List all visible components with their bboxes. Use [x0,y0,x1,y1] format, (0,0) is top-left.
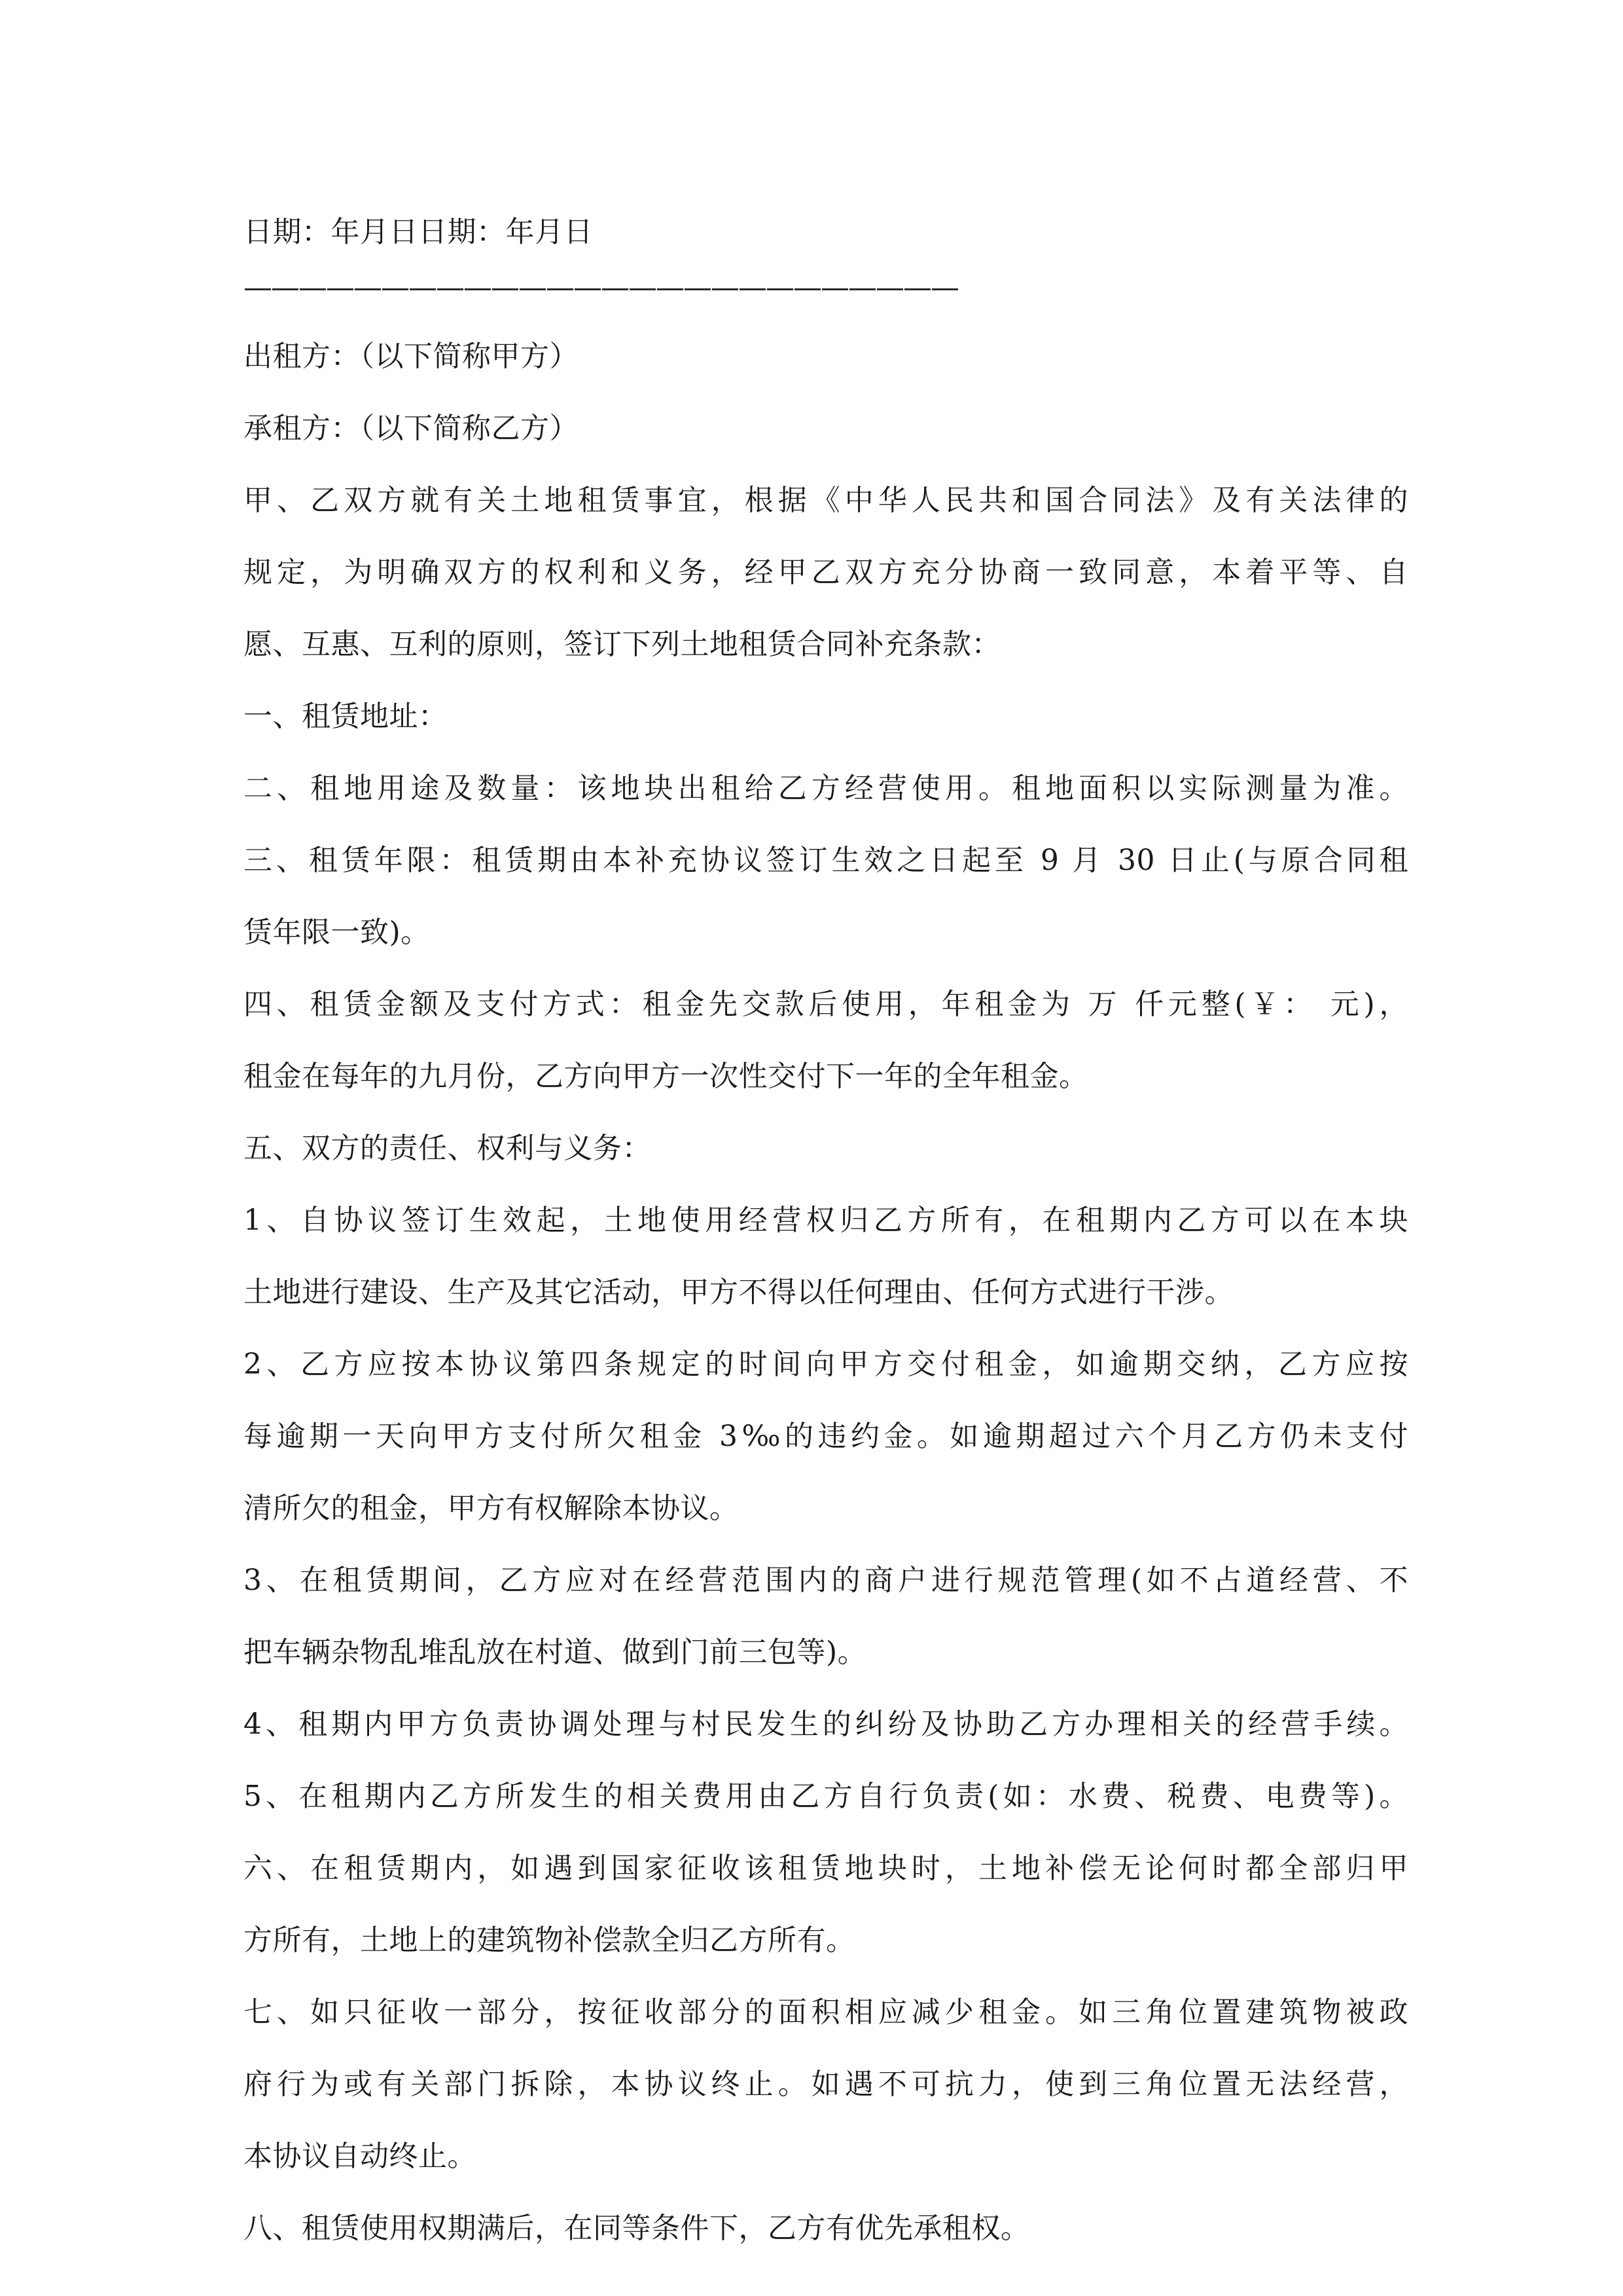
text-line: 方所有，土地上的建筑物补偿款全归乙方所有。 [243,1924,855,1957]
date-line: 日期：年月日日期：年月日 [243,215,593,249]
document-page [243,196,1408,2265]
text-line: 出租方：（以下简称甲方） [243,340,579,373]
text-line: 每逾期一天向甲方支付所欠租金 3‰的违约金。如逾期超过六个月乙方仍未支付 [243,1420,1408,1453]
text-line: 甲、乙双方就有关土地租赁事宜，根据《中华人民共和国合同法》及有关法律的 [243,484,1408,517]
text-line: 土地进行建设、生产及其它活动，甲方不得以任何理由、任何方式进行干涉。 [243,1276,1234,1309]
text-line: 五、双方的责任、权利与义务： [243,1132,651,1165]
text-line: 一、租赁地址： [243,700,448,733]
text-line: 承租方：（以下简称乙方） [243,412,579,445]
text-line: 1、自协议签订生效起，土地使用经营权归乙方所有，在租期内乙方可以在本块 [243,1204,1408,1237]
text-line: 本协议自动终止。 [243,2140,476,2173]
text-line: 二、租地用途及数量：该地块出租给乙方经营使用。租地面积以实际测量为准。 [243,772,1408,805]
text-line: 八、租赁使用权期满后，在同等条件下，乙方有优先承租权。 [243,2212,1030,2245]
text-line: 4、租期内甲方负责协调处理与村民发生的纠纷及协助乙方办理相关的经营手续。 [243,1708,1408,1741]
contract-body [243,321,1408,2265]
text-line: 六、在租赁期内，如遇到国家征收该租赁地块时，土地补偿无论何时都全部归甲 [243,1852,1408,1885]
divider-line: —————————————————————————— [243,271,958,304]
text-line: 三、租赁年限：租赁期由本补充协议签订生效之日起至 9 月 30 日止(与原合同租 [243,844,1408,877]
text-line: 府行为或有关部门拆除，本协议终止。如遇不可抗力，使到三角位置无法经营， [243,2068,1408,2101]
text-line: 赁年限一致)。 [243,916,430,949]
text-line: 七、如只征收一部分，按征收部分的面积相应减少租金。如三角位置建筑物被政 [243,1996,1408,2029]
text-line: 把车辆杂物乱堆乱放在村道、做到门前三包等)。 [243,1636,867,1669]
text-line: 租金在每年的九月份，乙方向甲方一次性交付下一年的全年租金。 [243,1060,1088,1093]
text-line: 规定，为明确双方的权利和义务，经甲乙双方充分协商一致同意，本着平等、自 [243,556,1408,589]
text-line: 3、在租赁期间，乙方应对在经营范围内的商户进行规范管理(如不占道经营、不 [243,1564,1408,1597]
text-line: 清所欠的租金，甲方有权解除本协议。 [243,1492,739,1525]
text-line: 2、乙方应按本协议第四条规定的时间向甲方交付租金，如逾期交纳，乙方应按 [243,1348,1408,1381]
text-line: 愿、互惠、互利的原则，签订下列土地租赁合同补充条款： [243,628,1001,661]
text-line: 5、在租期内乙方所发生的相关费用由乙方自行负责(如：水费、税费、电费等)。 [243,1780,1408,1813]
text-line: 四、租赁金额及支付方式：租金先交款后使用，年租金为 万 仟元整(￥： 元)， [243,988,1408,1021]
